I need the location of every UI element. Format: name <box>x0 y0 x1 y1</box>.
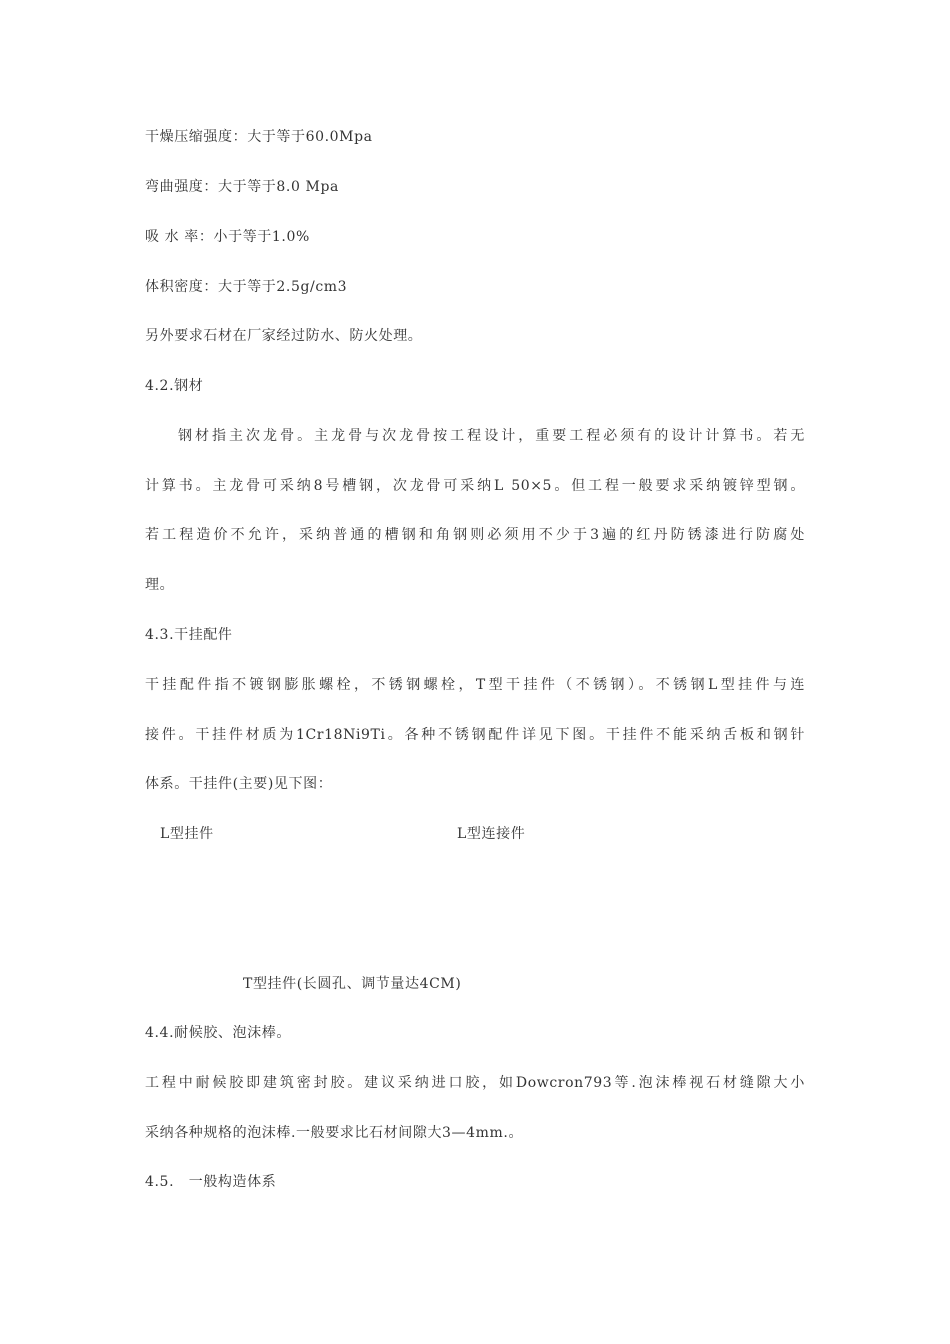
treatment-note: 另外要求石材在厂家经过防水、防火处理。 <box>145 328 423 344</box>
section-heading-4-4: 4.4.耐候胶、泡沫棒。 <box>145 1025 291 1041</box>
paragraph-sealant-line-2: 采纳各种规格的泡沫棒.一般要求比石材间隙大3—4mm.。 <box>145 1125 524 1141</box>
section-heading-4-5: 4.5. 一般构造体系 <box>145 1174 277 1190</box>
spec-compressive-strength: 干燥压缩强度：大于等于60.0Mpa <box>145 129 373 145</box>
section-heading-4-3: 4.3.干挂配件 <box>145 627 233 643</box>
spec-bending-strength: 弯曲强度：大于等于8.0 Mpa <box>145 179 339 195</box>
spec-water-absorption: 吸 水 率：小于等于1.0% <box>145 229 310 245</box>
caption-l-hanger: L型挂件 <box>160 826 214 842</box>
caption-l-connector: L型连接件 <box>457 826 526 842</box>
paragraph-fittings-line-1: 干挂配件指不镀钢膨胀螺栓，不锈钢螺栓，T型干挂件（不锈钢）。不锈钢L型挂件与连 <box>145 677 805 693</box>
spec-bulk-density: 体积密度：大于等于2.5g/cm3 <box>145 279 348 295</box>
caption-t-hanger: T型挂件(长圆孔、调节量达4CM) <box>243 976 462 992</box>
paragraph-steel-line-3: 若工程造价不允许，采纳普通的槽钢和角钢则必须用不少于3遍的红丹防锈漆进行防腐处 <box>145 527 805 543</box>
paragraph-steel-line-4: 理。 <box>145 577 175 593</box>
paragraph-steel-line-2: 计算书。主龙骨可采纳8号槽钢，次龙骨可采纳L 50×5。但工程一般要求采纳镀锌型钢。 <box>145 478 805 494</box>
paragraph-steel-line-1: 钢材指主次龙骨。主龙骨与次龙骨按工程设计，重要工程必须有的设计计算书。若无 <box>178 428 805 444</box>
section-heading-4-2: 4.2.钢材 <box>145 378 204 394</box>
paragraph-fittings-line-3: 体系。干挂件(主要)见下图： <box>145 776 333 792</box>
paragraph-sealant-line-1: 工程中耐候胶即建筑密封胶。建议采纳进口胶，如Dowcron793等.泡沫棒视石材缝隙大小 <box>145 1075 805 1091</box>
paragraph-fittings-line-2: 接件。干挂件材质为1Cr18Ni9Ti。各种不锈钢配件详见下图。干挂件不能采纳舌板和钢针 <box>145 727 805 743</box>
